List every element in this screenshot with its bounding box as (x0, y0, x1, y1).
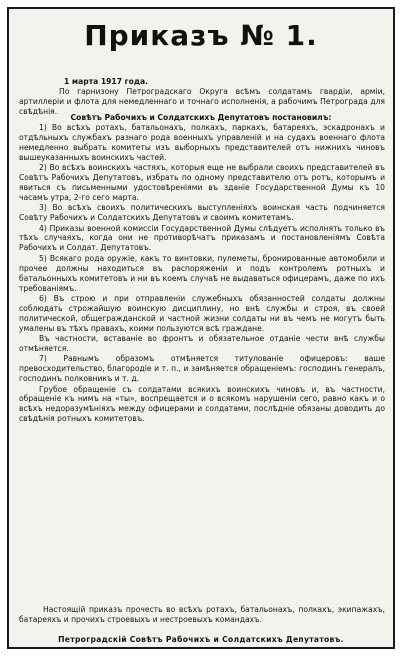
order-item-6-note: Въ частности, вставаніе во фронтъ и обязательное отданіе чести внѣ службы отмѣняется. (19, 334, 385, 353)
preamble: По гарнизону Петроградскаго Округа всѣмъ солдатамъ гвардіи, арміи, артиллеріи и флота для немедленнаго и точнаго исполненія, а рабочимъ Петрограда для свѣдѣнія. (19, 87, 385, 116)
order-item-1: 1) Во всѣхъ ротахъ, батальонахъ, полкахъ, паркахъ, батареяхъ, эскадронахъ и отдѣльныхъ службахъ разнаго рода военныхъ управленій и на судахъ военнаго флота немедленно выбрать комитеты изъ выборныхъ представителей отъ нижнихъ чиновъ вышеуказанныхъ воинскихъ частей. (19, 123, 385, 162)
document-title: Приказъ № 1. (84, 19, 318, 52)
order-item-2: 2) Во всѣхъ воинскихъ частяхъ, которыя еще не выбрали своихъ представителей въ Совѣтъ Рабочихъ Депутатовъ, избрать по одному представителю отъ ротъ, которымъ и явиться съ письменными удостовѣреніями въ зданіе Государственной Думы къ 10 часамъ утра, 2-го сего марта. (19, 163, 385, 202)
order-items (19, 123, 385, 425)
order-item-7: 7) Равнымъ образомъ отмѣняется титулованіе офицеровъ: ваше превосходительство, благородіе и т. п., и замѣняется обращеніемъ: господинъ генералъ, господинъ полковникъ и т. д. (19, 354, 385, 384)
order-item-6: 6) Въ строю и при отправленіи служебныхъ обязанностей солдаты должны соблюдать строжайшую воинскую дисциплину, но внѣ службы и строя, въ своей политической, общегражданской и частной жизни солдаты ни въ чемъ не могутъ быть умалены въ тѣхъ правахъ, коими пользуются всѣ граждане. (19, 293, 385, 333)
order-item-7-note: Грубое обращеніе съ солдатами всякихъ воинскихъ чиновъ и, въ частности, обращеніе къ нимъ на «ты», воспрещается и о всякомъ нарушеніи сего, равно какъ и о всѣхъ недоразумѣніяхъ между офицерами и солдатами, послѣдніе обязаны доводить до свѣдѣнія ротныхъ комитетовъ. (19, 384, 385, 424)
order-item-4: 4) Приказы военной комиссіи Государственной Думы слѣдуетъ исполнять только въ тѣхъ случаяхъ, когда они не противорѣчатъ приказамъ и постановленіямъ Совѣта Рабочихъ и Солдат. Депутатовъ. (19, 223, 385, 253)
order-document (7, 7, 395, 649)
order-item-5: 5) Всякаго рода оружіе, какъ то винтовки, пулеметы, бронированные автомобили и прочее должны находиться въ распоряженіи и подъ контролемъ ротныхъ и батальонныхъ комитетовъ и ни въ коемъ случаѣ не выдаваться офицерамъ, даже по ихъ требованіямъ. (19, 253, 385, 293)
order-item-3: 3) Во всѣхъ своихъ политическихъ выступленіяхъ воинская часть подчиняется Совѣту Рабочихъ и Солдатскихъ Депутатовъ и своимъ комитетамъ. (19, 203, 385, 223)
resolution-heading: Совѣтъ Рабочихъ и Солдатскихъ Депутатовъ постановилъ: (70, 113, 332, 122)
document-date: 1 марта 1917 года. (64, 77, 148, 86)
closing-instruction: Настоящій приказъ прочесть во всѣхъ ротахъ, батальонахъ, полкахъ, экипажахъ, батареяхъ и прочихъ строевыхъ и нестроевыхъ командахъ. (19, 605, 385, 624)
signature: Петроградскій Совѣтъ Рабочихъ и Солдатскихъ Депутатовъ. (58, 635, 344, 644)
